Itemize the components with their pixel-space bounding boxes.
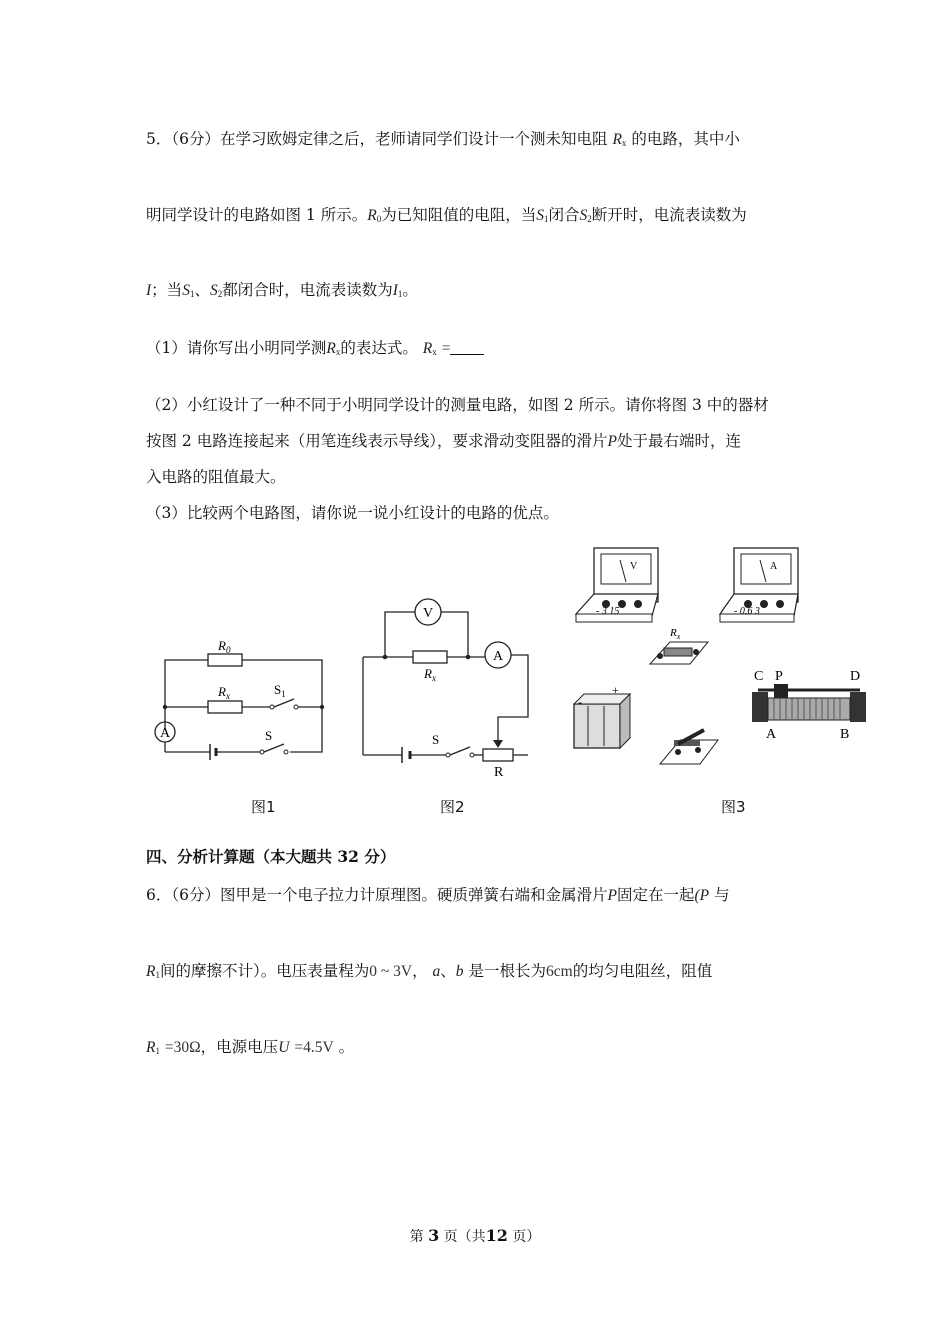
q6-text: 图甲是一个电子拉力计原理图。硬质弹簧右端和金属滑片	[220, 886, 608, 904]
q5-text: 的表达式。	[340, 339, 418, 357]
q6-line-3: $R_1 =30\Omega$，电源电压U =4.5V 。	[146, 1038, 355, 1056]
svg-text:Rx: $R_x$	[424, 666, 436, 683]
q5-text: 断开时，电流表读数为	[591, 206, 747, 224]
svg-text:- 0.6 3: - 0.6 3	[734, 606, 760, 617]
battery-device[interactable]	[574, 683, 630, 748]
i-symbol: I	[146, 282, 152, 299]
q5-text: 都闭合时，电流表读数为	[222, 281, 393, 299]
rx-symbol: $R_x$	[422, 340, 437, 357]
i1-symbol: $I_1$	[392, 282, 403, 299]
q6-text: 与	[714, 886, 730, 904]
q5-part-3	[146, 502, 559, 524]
q5-text: （2）小红设计了一种不同于小明同学设计的测量电路，如图 2 所示。请你将图 3 中的器材	[146, 396, 769, 414]
svg-text:V: V	[422, 606, 434, 621]
q6-line-1	[146, 884, 730, 907]
q6-line-2: $R_1$间的摩擦不计）。电压表量程为0 ~ 3V， a、b 是一根长为6cm的均匀电阻丝，阻值	[146, 962, 713, 980]
s2-symbol: $S_2$	[579, 207, 592, 224]
q6-text: 固定在一起	[616, 886, 695, 904]
q5-text: 处于最右端时，连	[616, 432, 741, 450]
rheostat-device[interactable]	[752, 669, 866, 742]
b-symbol: b	[455, 963, 464, 980]
voltmeter-device[interactable]	[576, 548, 658, 622]
svg-text:B: B	[840, 727, 850, 742]
s2-symbol: $S_2$	[209, 282, 223, 299]
q5-text: （1）请你写出小明同学测	[146, 339, 327, 357]
q5-text: 按图 2 电路连接起来（用笔连线表示导线），要求滑动变阻器的滑片	[146, 432, 608, 450]
figure-3-equipment	[568, 544, 873, 774]
r0-symbol: $R_0$	[367, 207, 382, 224]
ammeter-device[interactable]	[720, 548, 798, 622]
q5-text: ；当	[151, 281, 183, 299]
q5-text: （3）比较两个电路图，请你说一说小红设计的电路的优点。	[146, 504, 559, 522]
svg-text:A: A	[770, 561, 778, 572]
s1-symbol: $S_1$	[536, 207, 549, 224]
q5-number: 5．	[146, 130, 172, 148]
s1-symbol: $S_1$	[182, 282, 195, 299]
section-4-title: 四、分析计算题（本大题共 32 分）	[146, 847, 396, 866]
svg-text:A: A	[766, 727, 777, 742]
rx-resistor-device[interactable]	[650, 627, 708, 664]
svg-text:R: R	[494, 765, 504, 777]
q5-text: 的电路，其中小	[631, 130, 740, 148]
r1-value: =30Ω	[164, 1039, 201, 1056]
q6-text: 的均匀电阻丝，阻值	[572, 962, 713, 980]
q5-score: （6分）	[171, 130, 220, 148]
q5-text: 在学习欧姆定律之后，老师请同学们设计一个测未知电阻	[220, 130, 608, 148]
figure-2-circuit	[358, 592, 538, 777]
svg-text:- 3 15: - 3 15	[596, 606, 620, 617]
q6-score: （6分）	[171, 886, 220, 904]
q6-text: 间的摩擦不计）。电压表量程为	[159, 962, 370, 980]
q5-part-2-line-1	[146, 394, 769, 416]
q6-text: ，电源电压	[200, 1038, 279, 1056]
p-symbol: P	[607, 433, 617, 450]
p-symbol: (P	[694, 887, 710, 904]
svg-text:V: V	[630, 561, 638, 572]
answer-blank[interactable]	[450, 338, 484, 355]
svg-text:C: C	[754, 669, 764, 684]
rx-symbol: $R_x$	[326, 340, 341, 357]
switch-device[interactable]	[660, 730, 718, 764]
svg-text:+: +	[612, 683, 619, 697]
q6-text: 是一根长为	[468, 962, 546, 980]
page-footer: 第 3 页（共12 页）	[409, 1226, 541, 1245]
q5-text: 入电路的阻值最大。	[146, 468, 286, 486]
q5-part-1	[146, 337, 484, 363]
svg-text:S: S	[265, 728, 273, 743]
svg-text:-: -	[578, 695, 582, 709]
page-number: 3	[428, 1226, 440, 1245]
r1-symbol: $R_1$	[146, 1039, 160, 1056]
svg-text:A: A	[492, 649, 504, 664]
q6-number: 6．	[146, 886, 172, 904]
total-pages: 12	[485, 1226, 508, 1245]
svg-text:S1: $S_1$	[274, 682, 286, 699]
figure-3-caption: 图3	[721, 798, 746, 816]
r1-symbol: $R_1$	[146, 963, 160, 980]
q5-line-2	[146, 204, 747, 230]
q5-line-1	[146, 128, 740, 154]
equals-sign: =	[441, 340, 451, 357]
a-symbol: a	[432, 963, 441, 980]
p-symbol: P	[607, 887, 617, 904]
svg-text:D: D	[850, 669, 861, 684]
u-symbol: U	[278, 1039, 290, 1056]
svg-text:Rx: $R_x$	[218, 684, 230, 701]
q5-text: 明同学设计的电路如图 1 所示。	[146, 206, 368, 224]
q5-part-2-line-2	[146, 430, 741, 453]
u-value: =4.5V	[294, 1039, 334, 1056]
q5-text: 闭合	[548, 206, 580, 224]
figure-2-caption: 图2	[440, 798, 465, 816]
svg-text:Rx: $R_x$	[670, 627, 681, 641]
q5-part-2-line-3	[146, 466, 286, 488]
q5-line-3: I；当$S_1$、$S_2$都闭合时，电流表读数为$I_1$。	[146, 281, 418, 299]
figure-1-circuit	[150, 630, 335, 760]
svg-text:R0: $R_0$	[218, 638, 231, 655]
figure-1-caption: 图1	[251, 798, 276, 816]
ammeter-label: A	[159, 726, 171, 741]
voltmeter-range: 0 ~ 3V	[369, 963, 413, 980]
wire-length: 6cm	[546, 963, 573, 980]
q5-text: 为已知阻值的电阻，当	[381, 206, 537, 224]
svg-text:P: P	[775, 669, 783, 684]
rx-symbol: $R_x$	[612, 131, 627, 148]
svg-text:S: S	[432, 732, 440, 747]
